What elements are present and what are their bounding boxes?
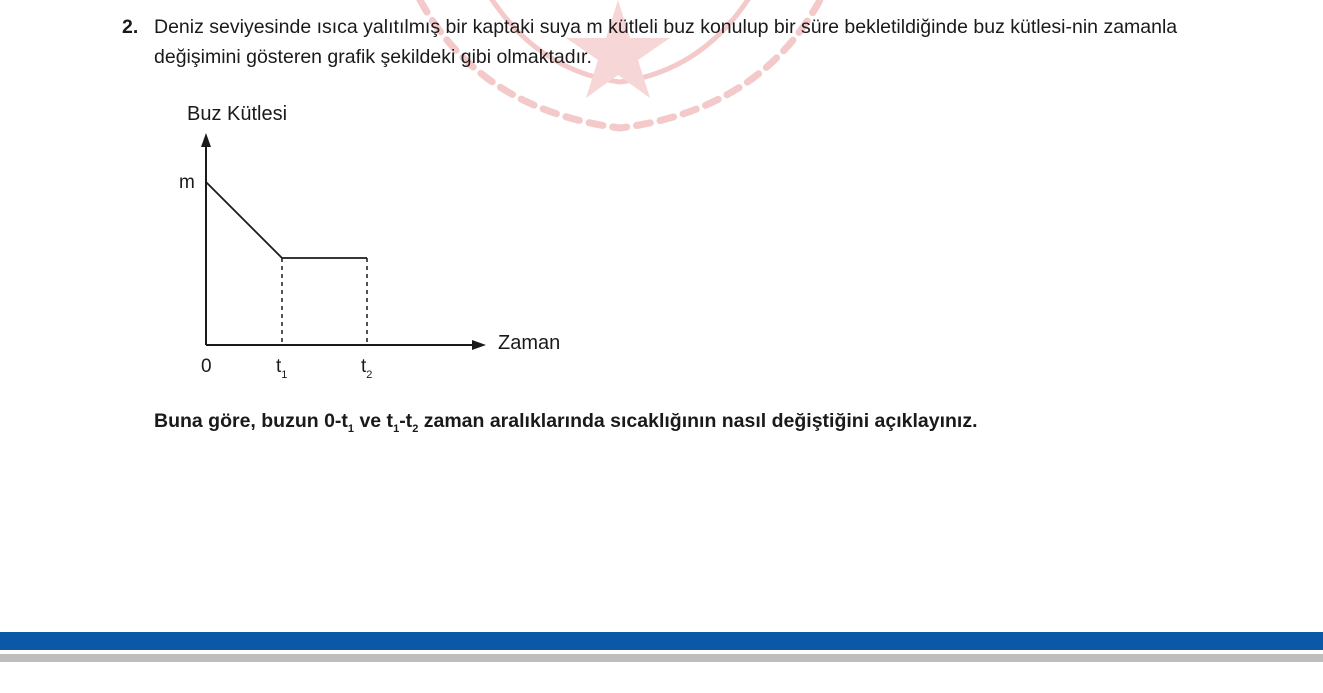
x-tick-origin: 0: [201, 356, 212, 377]
ice-mass-line: [206, 182, 367, 258]
x-axis-arrow: [472, 340, 486, 350]
question-text: Deniz seviyesinde ısıca yalıtılmış bir kaptaki suya m kütleli buz konulup bir süre bekletildiğinde buz kütlesi-nin zamanla değişimini gösteren grafik şekildeki gibi olmaktadır.: [154, 16, 1178, 68]
x-tick-t1: $t_1$: [276, 356, 288, 381]
question-prompt: Buna göre, buzun $0-t_1$ ve $t_1-t_2$ zaman aralıklarında sıcaklığının nasıl değiştiğini açıklayınız.: [154, 410, 978, 435]
y-tick-m: m: [179, 172, 195, 193]
mass-time-graph: [150, 95, 580, 390]
x-tick-t2: $t_2$: [361, 356, 373, 381]
x-axis-label: Zaman: [498, 332, 561, 354]
question-number: 2.: [122, 16, 139, 38]
question-block: [122, 12, 1242, 72]
footer-gray-bar: [0, 654, 1323, 662]
y-axis-label: Buz Kütlesi: [187, 103, 288, 125]
footer-blue-bar: [0, 632, 1323, 650]
y-axis-arrow: [201, 133, 211, 147]
